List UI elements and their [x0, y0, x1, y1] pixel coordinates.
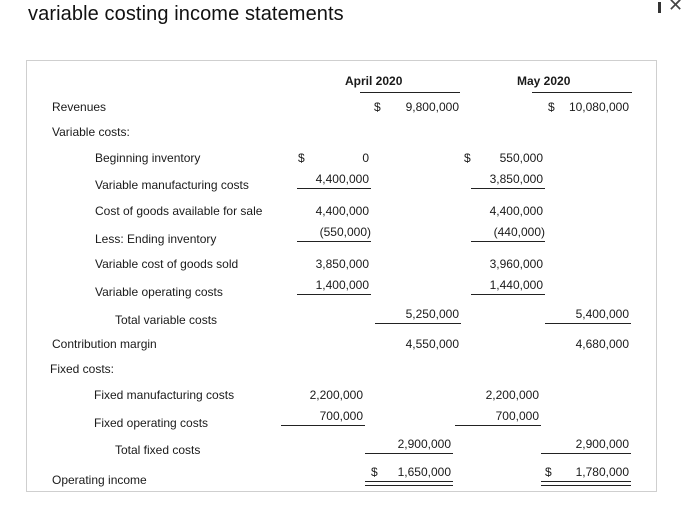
oi-may-double-rule [541, 481, 631, 486]
close-icon[interactable]: ✕ [668, 0, 684, 15]
variable-cogs-label: Variable cost of goods sold [95, 257, 239, 271]
total-fixed-costs-april: 2,900,000 [397, 437, 451, 451]
beginning-inventory-may-dollar: $ [464, 151, 471, 165]
revenues-may: 10,080,000 [568, 100, 629, 114]
fixed-operating-costs-may: 700,000 [495, 409, 539, 423]
ending-inventory-label: Less: Ending inventory [95, 232, 217, 246]
operating-income-april: 1,650,000 [397, 465, 451, 479]
voc-april-rule [297, 294, 371, 295]
voc-may-rule [471, 294, 545, 295]
variable-cogs-april: 3,850,000 [315, 257, 369, 271]
tfc-may-rule [541, 453, 631, 454]
fixed-manufacturing-costs-label: Fixed manufacturing costs [94, 388, 235, 402]
total-variable-costs-may: 5,400,000 [575, 307, 629, 321]
variable-manufacturing-costs-label: Variable manufacturing costs [95, 178, 249, 192]
vmc-may-rule [471, 188, 545, 189]
may-header: May 2020 [517, 74, 571, 88]
ei-april-rule [297, 241, 371, 242]
variable-cogs-may: 3,960,000 [489, 257, 543, 271]
operating-income-may: 1,780,000 [575, 465, 629, 479]
vmc-april-rule [297, 188, 371, 189]
cost-of-goods-available-label: Cost of goods available for sale [95, 204, 263, 218]
beginning-inventory-april: 0 [362, 151, 369, 165]
variable-operating-costs-april: 1,400,000 [315, 278, 369, 292]
revenues-april: 9,800,000 [405, 100, 459, 114]
revenues-april-dollar: $ [374, 100, 381, 114]
beginning-inventory-label: Beginning inventory [95, 151, 201, 165]
foc-may-rule [455, 425, 541, 426]
oi-april-double-rule [365, 481, 453, 486]
fixed-manufacturing-costs-april: 2,200,000 [309, 388, 363, 402]
variable-manufacturing-costs-may: 3,850,000 [489, 172, 543, 186]
variable-operating-costs-label: Variable operating costs [95, 285, 223, 299]
contribution-margin-label: Contribution margin [52, 337, 157, 351]
total-variable-costs-april: 5,250,000 [405, 307, 459, 321]
operating-income-may-dollar: $ [545, 465, 552, 479]
cost-of-goods-available-may: 4,400,000 [489, 204, 543, 218]
operating-income-april-dollar: $ [371, 465, 378, 479]
variable-operating-costs-may: 1,440,000 [489, 278, 543, 292]
ending-inventory-may: (440,000) [493, 225, 545, 239]
tfc-april-rule [365, 453, 453, 454]
income-statement-panel [26, 60, 657, 492]
window-controls [654, 0, 694, 20]
may-header-rule [532, 92, 632, 93]
beginning-inventory-april-dollar: $ [298, 151, 305, 165]
fixed-manufacturing-costs-may: 2,200,000 [485, 388, 539, 402]
ending-inventory-april: (550,000) [319, 225, 371, 239]
foc-april-rule [281, 425, 365, 426]
contribution-margin-may: 4,680,000 [575, 337, 629, 351]
variable-costs-label: Variable costs: [52, 125, 130, 139]
beginning-inventory-may: 550,000 [499, 151, 543, 165]
contribution-margin-april: 4,550,000 [405, 337, 459, 351]
page-title: variable costing income statements [28, 3, 344, 25]
fixed-costs-label: Fixed costs: [50, 362, 115, 376]
fixed-operating-costs-label: Fixed operating costs [94, 416, 209, 430]
total-variable-costs-label: Total variable costs [115, 313, 218, 327]
variable-manufacturing-costs-april: 4,400,000 [315, 172, 369, 186]
operating-income-label: Operating income [52, 473, 147, 487]
minimize-icon[interactable] [658, 2, 661, 13]
revenues-label: Revenues [52, 100, 107, 114]
tvc-april-rule [375, 323, 461, 324]
fixed-operating-costs-april: 700,000 [319, 409, 363, 423]
ei-may-rule [471, 241, 545, 242]
tvc-may-rule [545, 323, 631, 324]
april-header: April 2020 [345, 74, 403, 88]
april-header-rule [360, 92, 460, 93]
revenues-may-dollar: $ [548, 100, 555, 114]
total-fixed-costs-label: Total fixed costs [115, 443, 201, 457]
cost-of-goods-available-april: 4,400,000 [315, 204, 369, 218]
total-fixed-costs-may: 2,900,000 [575, 437, 629, 451]
